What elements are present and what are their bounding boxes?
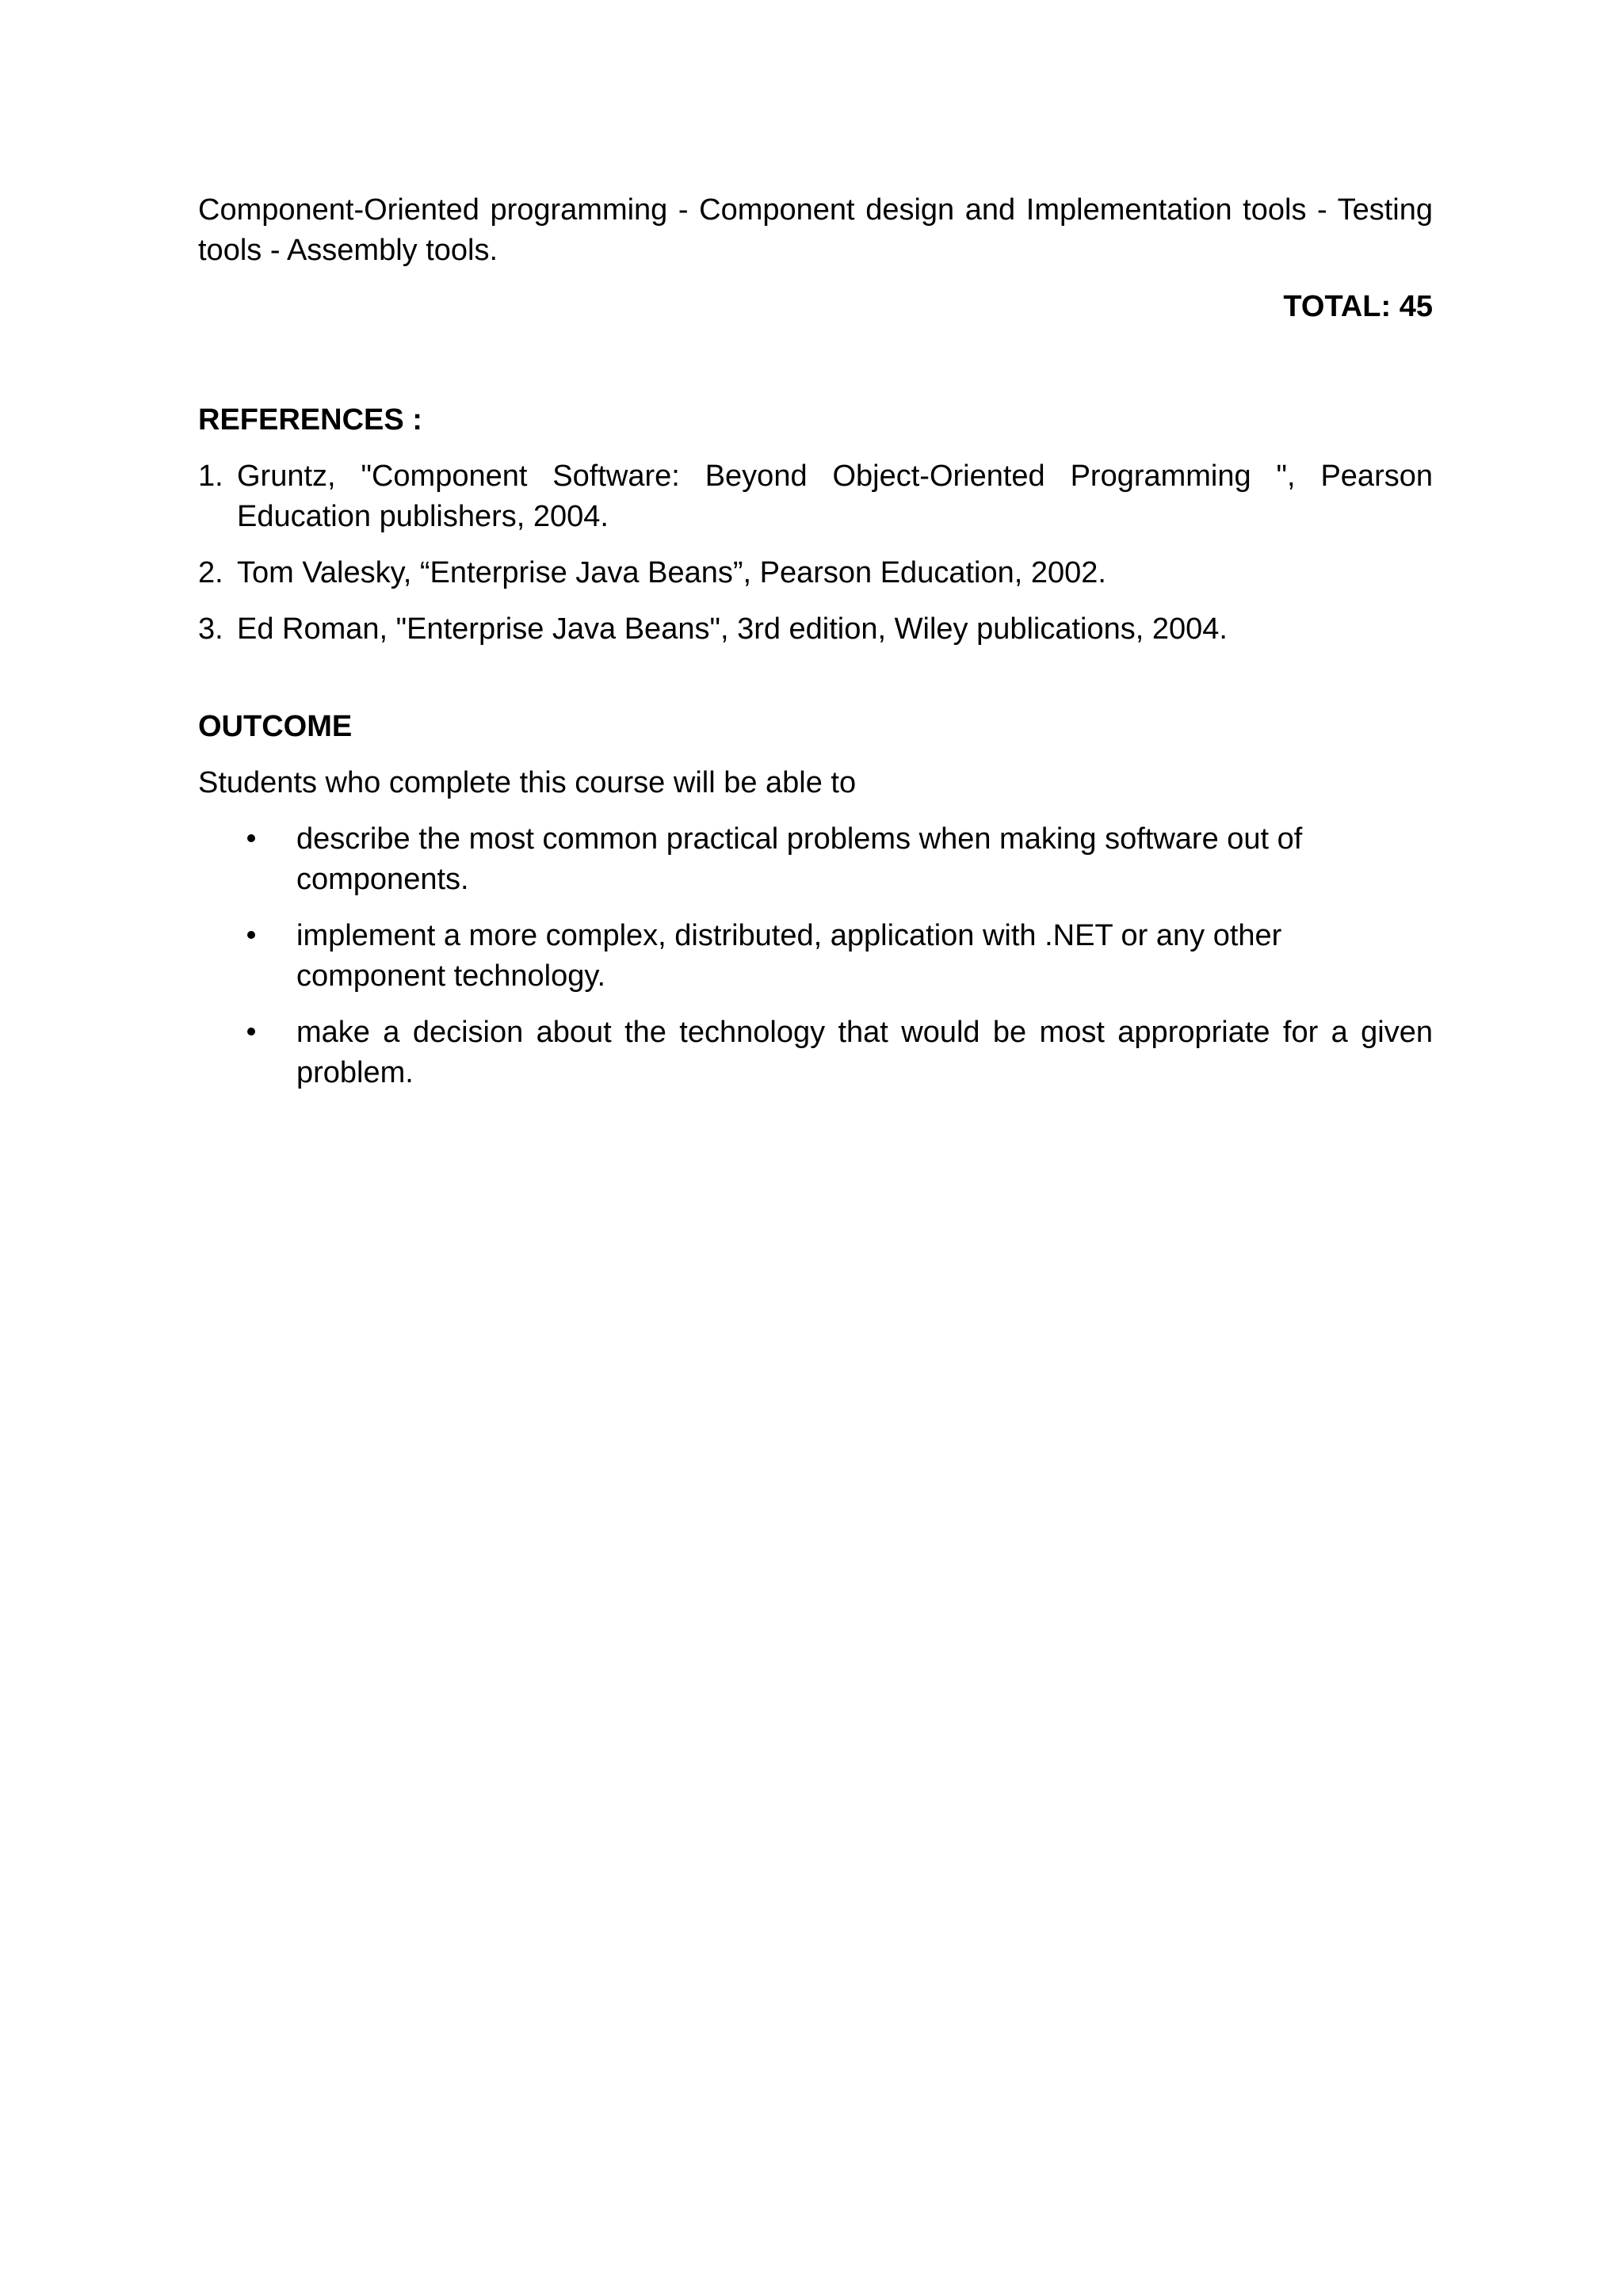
outcome-text: make a decision about the technology that would be most appropriate for a given problem. [296, 1016, 1433, 1089]
bullet-icon [198, 916, 296, 997]
reference-number: 3. [198, 612, 223, 646]
outcome-list [198, 819, 1433, 1093]
total-hours: TOTAL: 45 [1283, 290, 1433, 323]
references-heading: REFERENCES : [198, 403, 422, 437]
bullet-icon [198, 819, 296, 900]
outcome-item [198, 819, 1433, 900]
outcome-intro: Students who complete this course will be able to [198, 766, 857, 799]
reference-item [198, 456, 1433, 537]
reference-text: Ed Roman, "Enterprise Java Beans", 3rd edition, Wiley publications, 2004. [237, 612, 1228, 646]
bullet-icon [198, 1013, 296, 1093]
outcome-heading: OUTCOME [198, 710, 353, 743]
document-page [198, 190, 1433, 1109]
outcome-text: implement a more complex, distributed, application with .NET or any other component technology. [296, 919, 1282, 993]
outcome-item [198, 1013, 1433, 1093]
reference-number: 1. [198, 460, 223, 493]
outcome-item [198, 916, 1433, 997]
unit-content-paragraph: Component-Oriented programming - Component design and Implementation tools - Testing tools - Assembly tools. [198, 193, 1433, 267]
references-list [198, 456, 1433, 650]
reference-number: 2. [198, 556, 223, 589]
reference-item [198, 609, 1433, 650]
reference-item [198, 553, 1433, 593]
outcome-text: describe the most common practical problems when making software out of components. [296, 822, 1303, 896]
reference-text: Tom Valesky, “Enterprise Java Beans”, Pearson Education, 2002. [237, 556, 1106, 589]
reference-text: Gruntz, "Component Software: Beyond Object-Oriented Programming ", Pearson Education publishers, 2004. [237, 460, 1433, 533]
